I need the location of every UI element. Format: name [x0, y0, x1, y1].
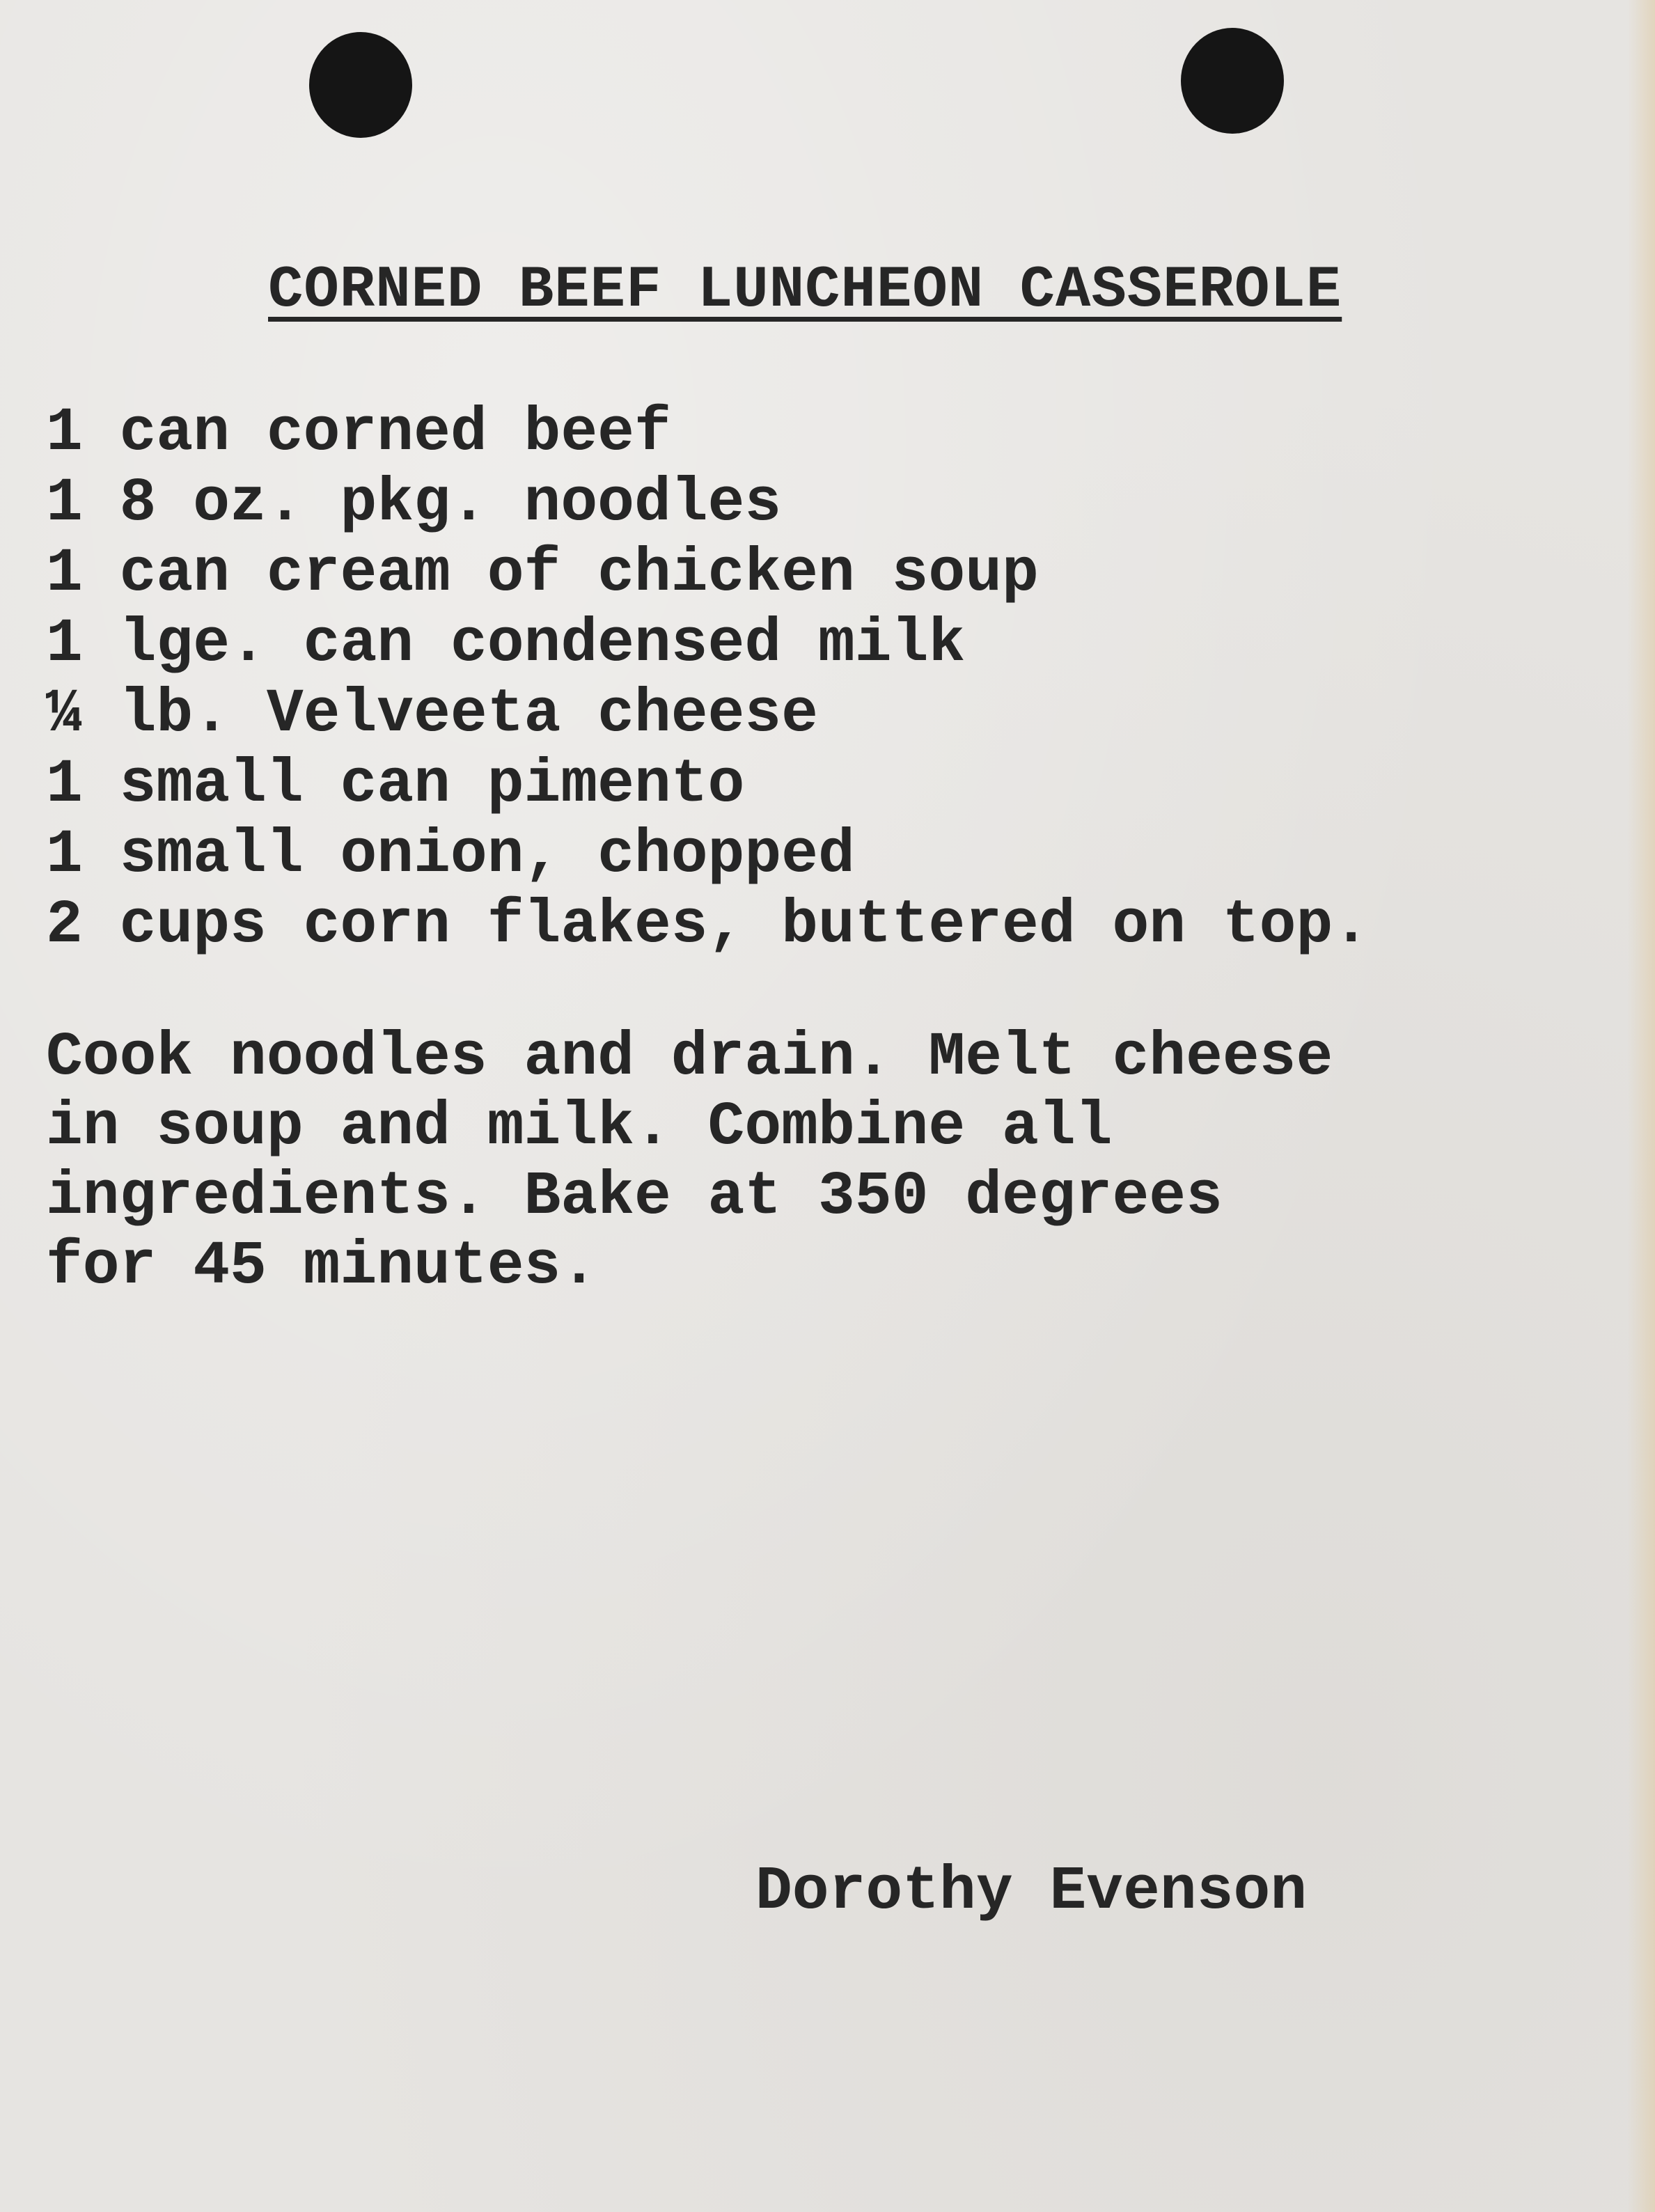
ingredient-item: ¼ lb. Velveeta cheese [46, 680, 818, 749]
recipe-author: Dorothy Evenson [755, 1858, 1308, 1927]
ingredient-item: 1 small onion, chopped [46, 821, 855, 890]
ingredient-item: 1 small can pimento [46, 751, 745, 819]
ingredient-item: 1 8 oz. pkg. noodles [46, 469, 782, 538]
instruction-line: ingredients. Bake at 350 degrees [46, 1163, 1223, 1232]
punch-hole-left [309, 32, 412, 138]
ingredient-item: 1 can cream of chicken soup [46, 540, 1039, 609]
recipe-title: CORNED BEEF LUNCHEON CASSEROLE [268, 258, 1342, 324]
ingredient-item: 1 can corned beef [46, 399, 671, 468]
ingredient-list [46, 398, 1370, 961]
punch-hole-right [1181, 28, 1284, 134]
instruction-line: for 45 minutes. [46, 1232, 598, 1301]
ingredient-item: 2 cups corn flakes, buttered on top. [46, 891, 1370, 960]
recipe-instructions [46, 1023, 1333, 1302]
ingredient-item: 1 lge. can condensed milk [46, 610, 966, 679]
card-edge-discoloration [1627, 0, 1655, 2212]
instruction-line: in soup and milk. Combine all [46, 1093, 1113, 1162]
instruction-line: Cook noodles and drain. Melt cheese [46, 1023, 1333, 1092]
